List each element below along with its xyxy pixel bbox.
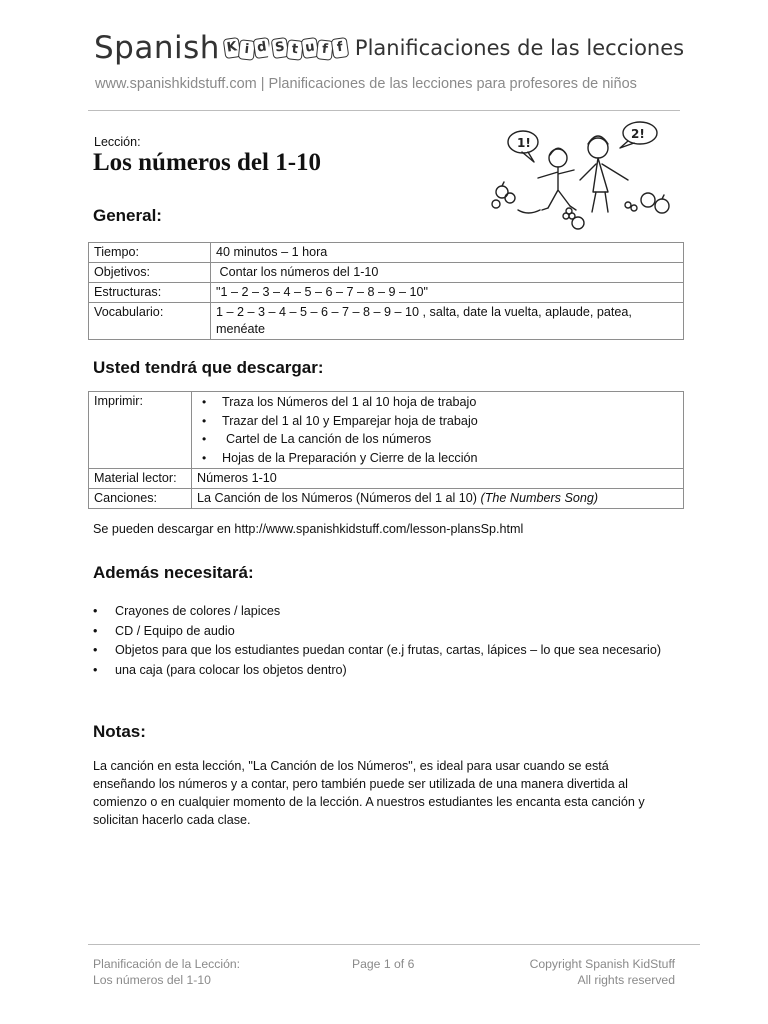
kid-right-head [588, 138, 608, 158]
rights-reserved: All rights reserved [577, 973, 675, 987]
download-table [88, 391, 684, 509]
header-divider [88, 110, 680, 111]
table-value: Números 1-10 [192, 469, 684, 489]
table-key: Vocabulario: [89, 303, 211, 340]
brand-letter: S [271, 37, 290, 59]
table-key: Objetivos: [89, 263, 211, 283]
brand-letter: i [238, 39, 256, 61]
table-row [89, 243, 684, 263]
brand-letter: t [286, 39, 304, 61]
song-english-title: (The Numbers Song) [480, 491, 599, 505]
table-value: 40 minutos – 1 hora [211, 243, 684, 263]
notes-text: La canción en esta lección, "La Canción de los Números", es ideal para usar cuando se está enseñando los números y a contar, pero también puede ser utilizada de una manera divertida al comienzo o en cualquier momento de la lección. A nuestros estudiantes les encanta esta canción y solicitan hacerlo cada clase. [93, 759, 645, 827]
kids-counting-illustration [488, 120, 688, 235]
fruit-apple-icon [496, 186, 508, 198]
table-value: "1 – 2 – 3 – 4 – 5 – 6 – 7 – 8 – 9 – 10" [211, 283, 684, 303]
needs-heading: Además necesitará: [93, 563, 254, 582]
table-key: Imprimir: [89, 392, 192, 469]
table-key: Tiempo: [89, 243, 211, 263]
table-row [89, 469, 684, 489]
table-row [89, 489, 684, 509]
general-heading: General: [93, 206, 162, 225]
list-item: • Cartel de La canción de los números [197, 430, 678, 449]
lesson-label: Lección: [94, 135, 141, 149]
table-row [89, 263, 684, 283]
notes-heading: Notas: [93, 722, 146, 741]
page-number: Page 1 of 6 [352, 957, 415, 971]
brand-letter: u [301, 37, 320, 59]
list-item: • CD / Equipo de audio [93, 622, 673, 640]
songs-cell [192, 489, 684, 509]
lesson-title: Los números del 1-10 [93, 149, 322, 176]
site-subtitle: www.spanishkidstuff.com | Planificaciones de las lecciones para profesores de niños [95, 76, 637, 92]
brand-title: Planificaciones de las lecciones [354, 36, 685, 60]
list-item: • Traza los Números del 1 al 10 hoja de trabajo [197, 393, 678, 412]
brand-logo [94, 28, 684, 68]
table-row [89, 392, 684, 469]
footer-right [530, 956, 675, 988]
table-value: Contar los números del 1-10 [211, 263, 684, 283]
brand-letter: f [331, 37, 350, 59]
list-item: • Hojas de la Preparación y Cierre de la lección [197, 449, 678, 468]
footer-lesson-label: Planificación de la Lección: [93, 957, 241, 971]
table-key: Estructuras: [89, 283, 211, 303]
print-list [197, 393, 678, 467]
general-table [88, 242, 684, 340]
footer-lesson-title: Los números del 1-10 [93, 973, 211, 987]
brand-kidstuff-blocks [224, 38, 347, 58]
fruit-orange-icon [655, 199, 669, 213]
list-item: • Crayones de colores / lapices [93, 602, 673, 620]
footer-left [93, 956, 240, 988]
needs-list [93, 602, 673, 680]
brand-letter: d [253, 37, 272, 59]
brand-letter: f [316, 39, 334, 61]
bubble-left-text: 1! [517, 136, 531, 150]
footer-divider [88, 944, 700, 945]
list-item: • una caja (para colocar los objetos dentro) [93, 661, 673, 679]
bubble-right-text: 2! [631, 127, 645, 141]
table-key: Canciones: [89, 489, 192, 509]
brand-letter: K [223, 37, 242, 59]
brand-word: Spanish [94, 30, 220, 66]
table-row [89, 303, 684, 340]
print-list-cell [192, 392, 684, 469]
download-heading: Usted tendrá que descargar: [93, 358, 324, 377]
copyright: Copyright Spanish KidStuff [529, 957, 675, 971]
table-value: 1 – 2 – 3 – 4 – 5 – 6 – 7 – 8 – 9 – 10 , salta, date la vuelta, aplaude, patea, menéate [211, 303, 684, 340]
song-title: La Canción de los Números (Números del 1 al 10) [197, 491, 481, 505]
table-key: Material lector: [89, 469, 192, 489]
fruit-banana-icon [518, 210, 540, 213]
table-row [89, 283, 684, 303]
list-item: • Objetos para que los estudiantes puedan contar (e.j frutas, cartas, lápices – lo que sea necesario) [93, 641, 673, 659]
download-url-note: Se pueden descargar en http://www.spanishkidstuff.com/lesson-plansSp.html [93, 522, 524, 536]
list-item: • Trazar del 1 al 10 y Emparejar hoja de trabajo [197, 412, 678, 431]
